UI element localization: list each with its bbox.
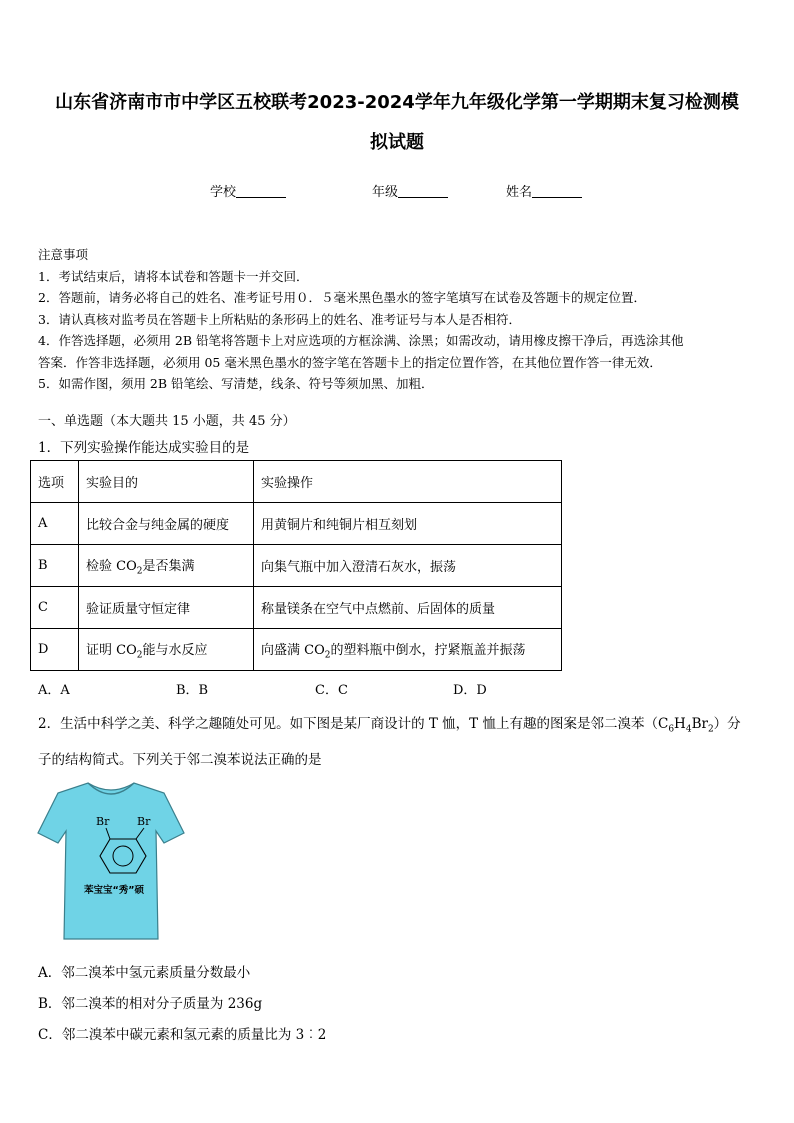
goal-text: 检验 CO <box>86 558 137 574</box>
header-goal: 实验目的 <box>79 461 254 503</box>
subscript: 2 <box>136 566 143 577</box>
notice-item: 5．如需作图，须用 2B 铅笔绘、写清楚，线条、符号等须加黑、加粗． <box>38 376 434 391</box>
exam-title-line2: 拟试题 <box>370 132 424 153</box>
q2-line1 <box>38 709 763 745</box>
row-operation: 向集气瓶中加入澄清石灰水，振荡 <box>254 545 562 587</box>
subscript: 2 <box>707 724 714 735</box>
notice-heading: 注意事项 <box>38 247 89 262</box>
shirt-caption: 苯宝宝“秀”硕 <box>84 885 144 896</box>
goal-text: 证明 CO <box>86 642 137 658</box>
q2-text: Br <box>691 716 708 732</box>
subscript: 4 <box>685 724 692 735</box>
row-goal: 比较合金与纯金属的硬度 <box>79 503 254 545</box>
q2-option-c[interactable]: C．邻二溴苯中碳元素和氢元素的质量比为 3︰2 <box>38 1027 327 1043</box>
notice-item: 4．作答选择题，必须用 2B 铅笔将答题卡上对应选项的方框涂满、涂黑；如需改动，请用橡皮擦干净后，再选涂其他 <box>38 333 684 348</box>
table-row <box>31 545 562 587</box>
q1-option-c[interactable]: C．C <box>315 683 348 698</box>
q2-option-a[interactable]: A．邻二溴苯中氢元素质量分数最小 <box>38 965 251 981</box>
q2-option-b[interactable]: B．邻二溴苯的相对分子质量为 236g <box>38 996 263 1012</box>
grade-blank[interactable] <box>398 184 448 198</box>
notice-item: 答案．作答非选择题，必须用 05 毫米黑色墨水的签字笔在答题卡上的指定位置作答，在其他位置作答一律无效． <box>38 354 662 370</box>
exam-title-line1: 山东省济南市市中学区五校联考2023-2024学年九年级化学第一学期期末复习检测模 <box>55 92 739 113</box>
name-blank[interactable] <box>532 184 582 198</box>
row-option: D <box>31 629 79 671</box>
table-row <box>31 503 562 545</box>
goal-text: 是否集满 <box>142 558 195 574</box>
operation-text: 的塑料瓶中倒水，拧紧瓶盖并振荡 <box>330 642 526 658</box>
notice-block <box>38 244 763 395</box>
grade-field[interactable] <box>372 181 448 200</box>
q2-text: H <box>674 716 686 732</box>
grade-label: 年级 <box>372 185 399 200</box>
tshirt-illustration <box>36 775 186 945</box>
goal-text: 能与水反应 <box>142 642 208 658</box>
bromine-label: Br <box>96 815 110 828</box>
subscript: 6 <box>668 724 675 735</box>
question-2-stem <box>38 709 763 775</box>
row-goal <box>79 545 254 587</box>
row-option: C <box>31 587 79 629</box>
experiment-table <box>30 460 562 671</box>
notice-item: 3．请认真核对监考员在答题卡上所粘贴的条形码上的姓名、准考证号与本人是否相符． <box>38 311 521 327</box>
table-row <box>31 629 562 671</box>
q2-line2: 子的结构简式。下列关于邻二溴苯说法正确的是 <box>38 751 322 768</box>
q1-option-a[interactable]: A．A <box>38 683 70 698</box>
header-option: 选项 <box>31 461 79 503</box>
notice-item: 2．答题前，请务必将自己的姓名、准考证号用０．５毫米黑色墨水的签字笔填写在试卷及答题卡的规定位置． <box>38 290 646 305</box>
q2-text: ）分 <box>713 716 741 732</box>
section-heading: 一、单选题（本大题共 15 小题，共 45 分） <box>38 414 296 429</box>
operation-text: 向盛满 CO <box>261 642 325 658</box>
row-goal: 验证质量守恒定律 <box>79 587 254 629</box>
subscript: 2 <box>324 650 331 661</box>
name-label: 姓名 <box>506 185 533 200</box>
row-operation <box>254 629 562 671</box>
name-field[interactable] <box>506 181 582 200</box>
question-1-stem: 1．下列实验操作能达成实验目的是 <box>38 440 250 456</box>
school-blank[interactable] <box>236 184 286 198</box>
tshirt-body <box>38 783 184 939</box>
bromine-label: Br <box>137 815 151 828</box>
q1-option-d[interactable]: D．D <box>453 683 487 698</box>
q2-text: 2．生活中科学之美、科学之趣随处可见。如下图是某厂商设计的 T 恤，T 恤上有趣的图案是邻二溴苯（C <box>38 716 669 732</box>
subscript: 2 <box>136 650 143 661</box>
header-operation: 实验操作 <box>254 461 562 503</box>
row-option: B <box>31 545 79 587</box>
table-row <box>31 587 562 629</box>
row-operation: 称量镁条在空气中点燃前、后固体的质量 <box>254 587 562 629</box>
row-operation: 用黄铜片和纯铜片相互刻划 <box>254 503 562 545</box>
row-option: A <box>31 503 79 545</box>
school-label: 学校 <box>210 185 237 200</box>
row-goal <box>79 629 254 671</box>
table-header-row <box>31 461 562 503</box>
q1-option-b[interactable]: B．B <box>176 683 209 698</box>
school-field[interactable] <box>210 181 286 200</box>
notice-item: 1．考试结束后，请将本试卷和答题卡一并交回． <box>38 268 309 284</box>
